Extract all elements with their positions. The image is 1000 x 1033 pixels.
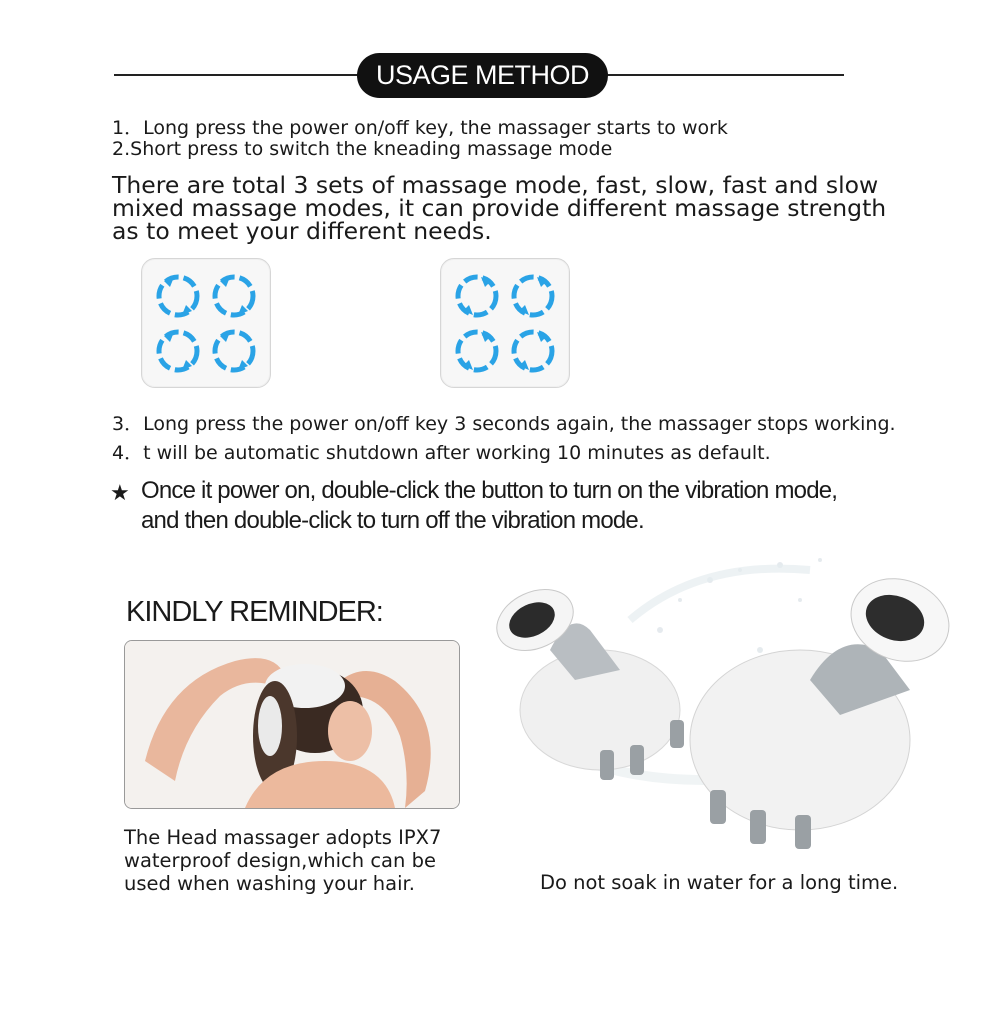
step-4-text: 4．t will be automatic shutdown after working 10 minutes as default.: [112, 442, 771, 464]
hair-washing-photo: [124, 640, 460, 809]
mode-card-1: [141, 258, 271, 388]
mode-description-line: There are total 3 sets of massage mode, fast, slow, fast and slow: [112, 171, 879, 199]
step-2-text: 2.Short press to switch the kneading massage mode: [112, 138, 613, 160]
rotation-icon: [441, 259, 569, 387]
rotation-icon: [142, 259, 270, 387]
waterproof-caption-line: used when washing your hair.: [124, 872, 415, 895]
vibration-note-line: Once it power on, double-click the button to turn on the vibration mode,: [141, 477, 838, 504]
star-icon: ★: [110, 480, 129, 505]
step-3-text: 3．Long press the power on/off key 3 seconds again, the massager stops working.: [112, 413, 896, 435]
step-1-text: 1．Long press the power on/off key, the massager starts to work: [112, 117, 728, 139]
waterproof-caption-line: waterproof design,which can be: [124, 849, 436, 872]
soak-warning-caption: Do not soak in water for a long time.: [540, 871, 899, 894]
mode-description: [112, 171, 887, 245]
massager-product-photo: [480, 540, 980, 870]
mode-description-line: mixed massage modes, it can provide different massage strength: [112, 194, 887, 222]
header-divider-right: [600, 74, 844, 76]
mode-description-line: as to meet your different needs.: [112, 217, 492, 245]
page-title: USAGE METHOD: [357, 53, 608, 98]
mode-card-2: [440, 258, 570, 388]
header-divider-left: [114, 74, 364, 76]
vibration-note-line: and then double-click to turn off the vibration mode.: [141, 507, 644, 534]
waterproof-caption-line: The Head massager adopts IPX7: [124, 826, 442, 849]
waterproof-caption: [124, 826, 441, 895]
reminder-title: KINDLY REMINDER:: [126, 596, 383, 628]
